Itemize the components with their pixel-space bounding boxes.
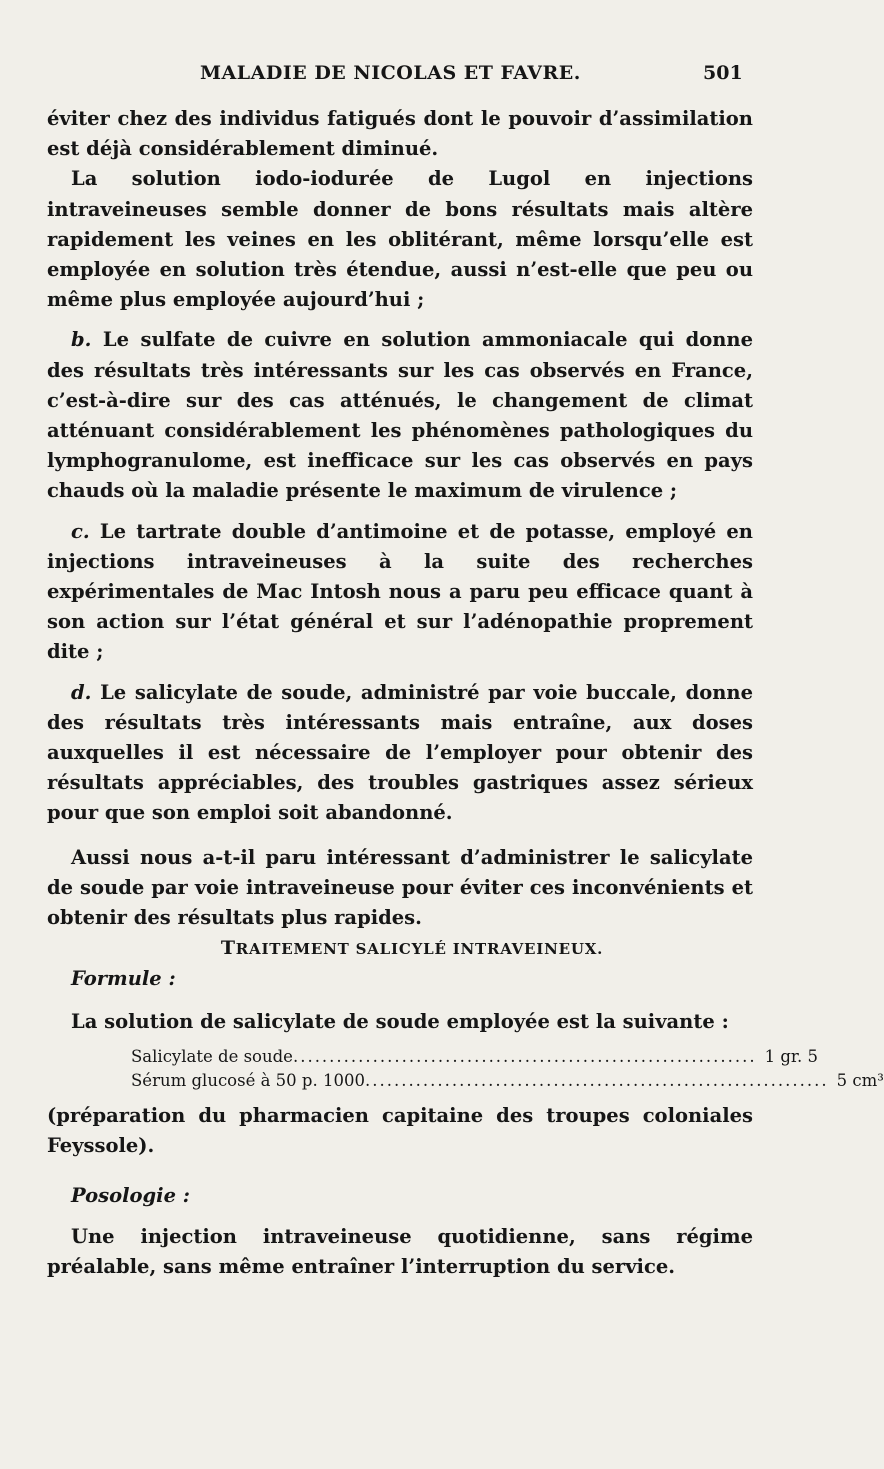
formula-quantity: 1 gr. 5 bbox=[764, 1046, 818, 1066]
formula-ingredient: Sérum glucosé à 50 p. 1000 bbox=[131, 1070, 365, 1090]
posologie-text: Une injection intraveineuse quotidienne, sans régime préalable, sans même entraîner l’interruption du service. bbox=[47, 1224, 753, 1278]
posologie-label: Posologie : bbox=[71, 1184, 190, 1208]
paragraph-item-c bbox=[47, 517, 753, 668]
formula-quantity: 5 cm³ bbox=[836, 1070, 884, 1090]
item-b-text: Le sulfate de cuivre en solution ammoniacale qui donne des résultats très intéressants sur les cas observés en France, c’est-à-dire sur des cas atténués, le changement de climat atténuant considérablement les phénomènes pathologiques du lymphogranulome, est inefficace sur les cas observés en pays chauds où la maladie présente le maximum de virulence ; bbox=[47, 328, 754, 503]
paragraph-lugol: La solution iodo-iodurée de Lugol en injections intraveineuses semble donner de bons résultats mais altère rapidement les veines en les oblitérant, même lorsqu’elle est employée en solution très étendue, aussi n’est-elle que peu ou même plus employée aujourd’hui ; bbox=[47, 167, 753, 312]
formula-ingredient: Salicylate de soude bbox=[131, 1046, 293, 1066]
running-title: MALADIE DE NICOLAS ET FAVRE. bbox=[200, 62, 581, 84]
running-header bbox=[0, 62, 800, 88]
item-letter-b: b. bbox=[71, 328, 92, 352]
page-body bbox=[47, 104, 884, 1282]
page-number: 501 bbox=[703, 62, 743, 84]
preparation-note: (préparation du pharmacien capitaine des troupes coloniales Feyssole). bbox=[47, 1103, 753, 1158]
formule-label: Formule : bbox=[71, 967, 176, 991]
formule-intro: La solution de salicylate de soude employée est la suivante : bbox=[71, 1009, 729, 1033]
item-d-text: Le salicylate de soude, administré par voie buccale, donne des résultats très intéressants mais entraîne, aux doses auxquelles il est nécessaire de l’employer pour obtenir des résultats appréciables, des troubles gastriques assez sérieux pour que son emploi soit abandonné. bbox=[47, 680, 753, 825]
leader-dots: ................................................................ bbox=[292, 1046, 757, 1066]
item-letter-d: d. bbox=[71, 680, 92, 704]
leader-dots: ................................................................ bbox=[364, 1070, 829, 1090]
formula-table bbox=[131, 1045, 884, 1093]
section-title: TRAITEMENT SALICYLÉ INTRAVEINEUX. bbox=[220, 937, 604, 960]
paragraph-item-d bbox=[47, 678, 753, 829]
item-letter-c: c. bbox=[71, 519, 90, 543]
paragraph-aussi: Aussi nous a-t-il paru intéressant d’administrer le salicylate de soude par voie intraveineuse pour éviter ces inconvénients et obtenir des résultats plus rapides. bbox=[47, 845, 753, 930]
formula-row bbox=[131, 1045, 818, 1069]
formula-row bbox=[131, 1069, 884, 1093]
paragraph-item-b bbox=[47, 325, 753, 506]
item-c-text: Le tartrate double d’antimoine et de potasse, employé en injections intraveineuses à la suite des recherches expérimentales de Mac Intosh nous a paru peu efficace quant à son action sur l’état général et sur l’adénopathie proprement dite ; bbox=[47, 519, 753, 664]
paragraph-continuation: éviter chez des individus fatigués dont le pouvoir d’assimilation est déjà considérablement diminué. bbox=[47, 107, 753, 161]
